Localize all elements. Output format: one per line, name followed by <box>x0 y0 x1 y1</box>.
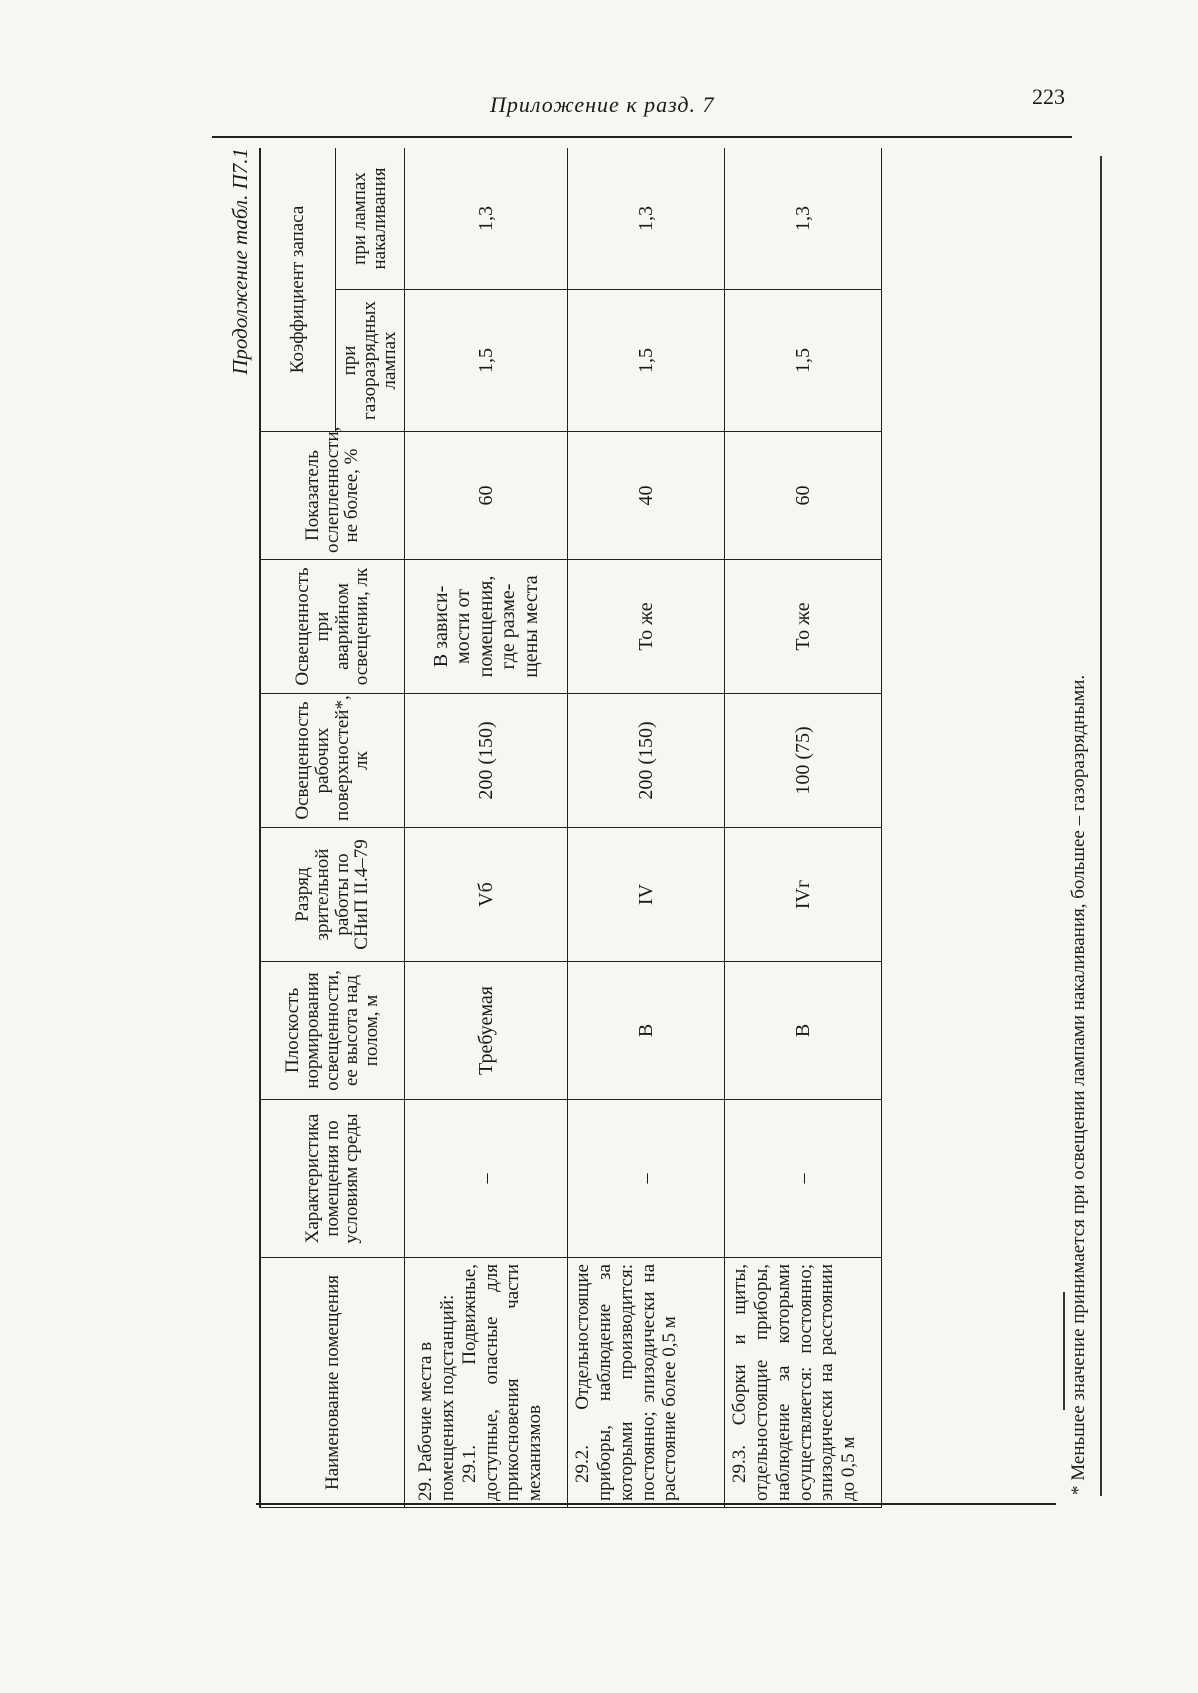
table-row <box>568 148 725 1508</box>
illum-emergency-line: где разме- <box>497 583 520 670</box>
row-plane: Требуемая <box>405 962 568 1100</box>
row-illum-emergency: То же <box>568 560 725 694</box>
row-illum-work: 200 (150) <box>568 694 725 828</box>
row-illum-work: 100 (75) <box>725 694 882 828</box>
row-name: 29.2. Отдельностоящие приборы, наблюдение за которыми производится: постоянно; эпизодически на расстояние более 0,5 м <box>572 1264 681 1501</box>
running-head <box>0 84 1198 122</box>
row-reserve-incand: 1,3 <box>725 148 882 290</box>
illum-emergency-line: щены места <box>519 575 542 678</box>
header-rule <box>212 136 1072 138</box>
running-title: Приложение к разд. 7 <box>490 92 715 117</box>
row-name-cell <box>405 1258 568 1508</box>
page-bottom-rule <box>1100 156 1102 1496</box>
row-plane: В <box>725 962 882 1100</box>
page-number: 223 <box>1032 84 1065 109</box>
footnote-text: * Меньшее значение принимается при освещении лампами накаливания, большее – газоразрядными. <box>1068 674 1089 1495</box>
row-environment: – <box>725 1100 882 1258</box>
row-environment: – <box>405 1100 568 1258</box>
header-reserve: Коэффициент запаса <box>260 148 336 432</box>
footnote <box>1068 674 1102 1496</box>
row-name: 29.1. Подвижные, доступные, опасные для прикосновения части механизмов <box>458 1264 546 1501</box>
header-illum-emergency: Освещенность при аварийном освещении, лк <box>260 560 405 694</box>
illum-emergency-line: мости от <box>452 589 475 664</box>
header-plane: Плоскость нормирования освещенности, ее высота над полом, м <box>260 962 405 1100</box>
header-illum-work: Освещенность рабочих поверхностей*, лк <box>260 694 405 828</box>
row-environment: – <box>568 1100 725 1258</box>
row-name-cell <box>568 1258 725 1508</box>
table-caption: Продолжение табл. П7.1 <box>228 148 252 375</box>
row-glare: 40 <box>568 432 725 560</box>
row-illum-work: 200 (150) <box>405 694 568 828</box>
header-glare: Показатель ослепленности, не более, % <box>260 432 405 560</box>
header-name: Наименование помещения <box>260 1258 405 1508</box>
row-illum-emergency <box>405 560 568 694</box>
row-category: Vб <box>405 828 568 962</box>
lighting-norms-table <box>259 148 882 1508</box>
row-reserve-incand: 1,3 <box>568 148 725 290</box>
row-group-title: 29. Рабочие места в помещениях подстанций: <box>415 1294 458 1501</box>
row-reserve-gas: 1,5 <box>568 290 725 432</box>
table-row <box>725 148 882 1508</box>
row-illum-emergency: То же <box>725 560 882 694</box>
header-reserve-gas: при газоразрядных лампах <box>336 290 405 432</box>
row-glare: 60 <box>725 432 882 560</box>
illum-emergency-line: помещения, <box>474 575 497 678</box>
header-category: Разряд зрительной работы по СНиП II.4–79 <box>260 828 405 962</box>
row-category: IVг <box>725 828 882 962</box>
row-name-cell <box>725 1258 882 1508</box>
rotated-table-area <box>225 148 1065 1508</box>
row-glare: 60 <box>405 432 568 560</box>
header-environment: Характеристика помещения по условиям среды <box>260 1100 405 1258</box>
row-plane: В <box>568 962 725 1100</box>
illum-emergency-line: В зависи- <box>430 585 453 668</box>
row-reserve-gas: 1,5 <box>405 290 568 432</box>
row-name: 29.3. Сборки и щиты, отдельностоящие приборы, наблюдение за которыми осуществляется: постоянно; эпизодически на расстоянии до 0,5 м <box>729 1264 860 1501</box>
table-bottom-rule <box>256 1503 1056 1505</box>
table-container <box>225 148 1065 1508</box>
header-reserve-incand: при лампах накаливания <box>336 148 405 290</box>
row-reserve-incand: 1,3 <box>405 148 568 290</box>
row-category: IV <box>568 828 725 962</box>
footnote-separator <box>1063 1292 1065 1410</box>
row-reserve-gas: 1,5 <box>725 290 882 432</box>
table-row <box>405 148 568 1508</box>
